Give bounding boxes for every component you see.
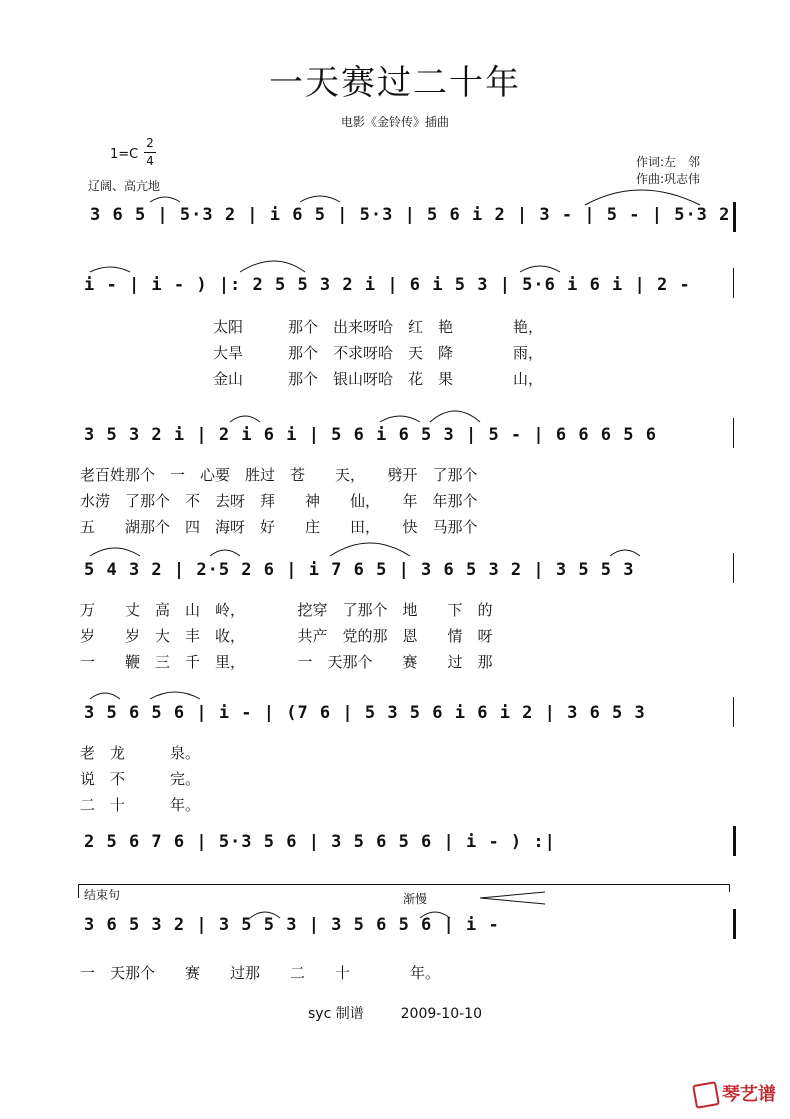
score-line-3: 3 5 3 2 i | 2 i 6 i | 5 6 i 6 5 3 | 5 - | 6 6 6 5 6	[84, 425, 657, 445]
slur-mark	[90, 267, 130, 272]
time-sig-top: 2	[146, 136, 154, 150]
slur-mark	[230, 416, 260, 422]
bar-line-3-end	[733, 418, 734, 448]
lyric-line-2-verse-2: 大旱 那个 不求呀哈 天 降 雨，	[213, 344, 544, 362]
lyric-line-5-verse-3: 二 十 年。	[80, 796, 201, 814]
slur-mark	[610, 550, 640, 556]
date: 2009-10-10	[400, 1006, 482, 1022]
bar-line-4-end	[733, 553, 734, 583]
lyric-line-5-verse-1: 老 龙 泉。	[80, 744, 201, 762]
slur-mark	[210, 550, 240, 556]
bar-line-1-end	[733, 202, 736, 232]
score-line-6: 2 5 6 7 6 | 5·3 5 6 | 3 5 6 5 6 | i - ) :|	[84, 832, 556, 852]
score-line-7: 3 6 5 3 2 | 3 5 5 3 | 3 5 6 5 6 | i -	[84, 915, 500, 935]
slur-mark	[520, 266, 560, 272]
lyric-line-5-verse-2: 说 不 完。	[80, 770, 201, 788]
score-line-5: 3 5 6 5 6 | i - | (7 6 | 5 3 5 6 i 6 i 2 | 3 6 5 3	[84, 703, 646, 723]
ending-bracket	[78, 884, 730, 886]
slur-mark	[585, 190, 700, 205]
tempo-mark: 渐慢	[403, 892, 428, 906]
composer-credit: 作曲:巩志伟	[636, 172, 701, 186]
lyric-line-4-verse-2: 岁 岁 大 丰 收， 共产 党的那 恩 情 呀	[80, 627, 493, 645]
ending-bracket-right	[729, 884, 730, 892]
slur-mark	[90, 548, 140, 556]
lyric-line-4-verse-3: 一 鞭 三 千 里， 一 天那个 赛 过 那	[80, 653, 493, 671]
slur-mark	[150, 692, 200, 699]
lyric-line-4-verse-1: 万 丈 高 山 岭， 挖穿 了那个 地 下 的	[80, 601, 493, 619]
lyric-line-2-verse-3: 金山 那个 银山呀哈 花 果 山，	[213, 370, 544, 388]
lyric-line-7: 一 天那个 赛 过那 二 十 年。	[80, 964, 441, 982]
song-subtitle: 电影《金铃传》插曲	[340, 115, 449, 129]
time-sig-divider	[144, 152, 156, 153]
logo-icon	[692, 1081, 720, 1109]
slur-mark	[150, 197, 180, 202]
lyric-line-2-verse-1: 太阳 那个 出来呀哈 红 艳 艳，	[213, 318, 544, 336]
slur-mark	[300, 196, 340, 202]
lyricist-credit: 作词:左 邻	[636, 155, 701, 169]
bar-line-7-end	[733, 909, 736, 939]
ending-bracket-left	[78, 884, 79, 898]
score-line-4: 5 4 3 2 | 2·5 2 6 | i 7 6 5 | 3 6 5 3 2 | 3 5 5 3	[84, 560, 635, 580]
footer-credit	[0, 1003, 790, 1023]
song-title: 一天赛过二十年	[269, 63, 521, 103]
ending-label: 结束句	[84, 888, 121, 902]
logo-text: 琴艺谱	[722, 1084, 776, 1105]
arranger: syc 制谱	[307, 1006, 364, 1022]
bar-line-2-end	[733, 268, 734, 298]
lyric-line-3-verse-2: 水涝 了那个 不 去呀 拜 神 仙， 年 年那个	[80, 492, 478, 510]
decrescendo-mark	[480, 892, 545, 904]
time-sig-bottom: 4	[146, 154, 154, 168]
slur-mark	[430, 411, 480, 422]
site-logo	[694, 1080, 776, 1107]
score-line-2: i - | i - ) |: 2 5 5 3 2 i | 6 i 5 3 | 5·6 i 6 i | 2 -	[84, 275, 691, 295]
slur-mark	[330, 543, 410, 556]
slur-mark	[90, 693, 120, 699]
slur-mark	[380, 416, 420, 422]
lyric-line-3-verse-3: 五 湖那个 四 海呀 好 庄 田， 快 马那个	[80, 518, 478, 536]
bar-line-5-end	[733, 697, 734, 727]
expression-mark: 辽阔、高亢地	[88, 179, 161, 193]
key-signature: 1=C	[110, 147, 139, 162]
bar-line-6-end	[733, 826, 736, 856]
lyric-line-3-verse-1: 老百姓那个 一 心要 胜过 苍 天， 劈开 了那个	[80, 466, 478, 484]
slur-mark	[240, 261, 305, 272]
score-line-1: 3 6 5 | 5·3 2 | i 6 5 | 5·3 | 5 6 i 2 | 3 - | 5 - | 5·3 2	[90, 205, 731, 225]
time-signature	[143, 136, 157, 169]
